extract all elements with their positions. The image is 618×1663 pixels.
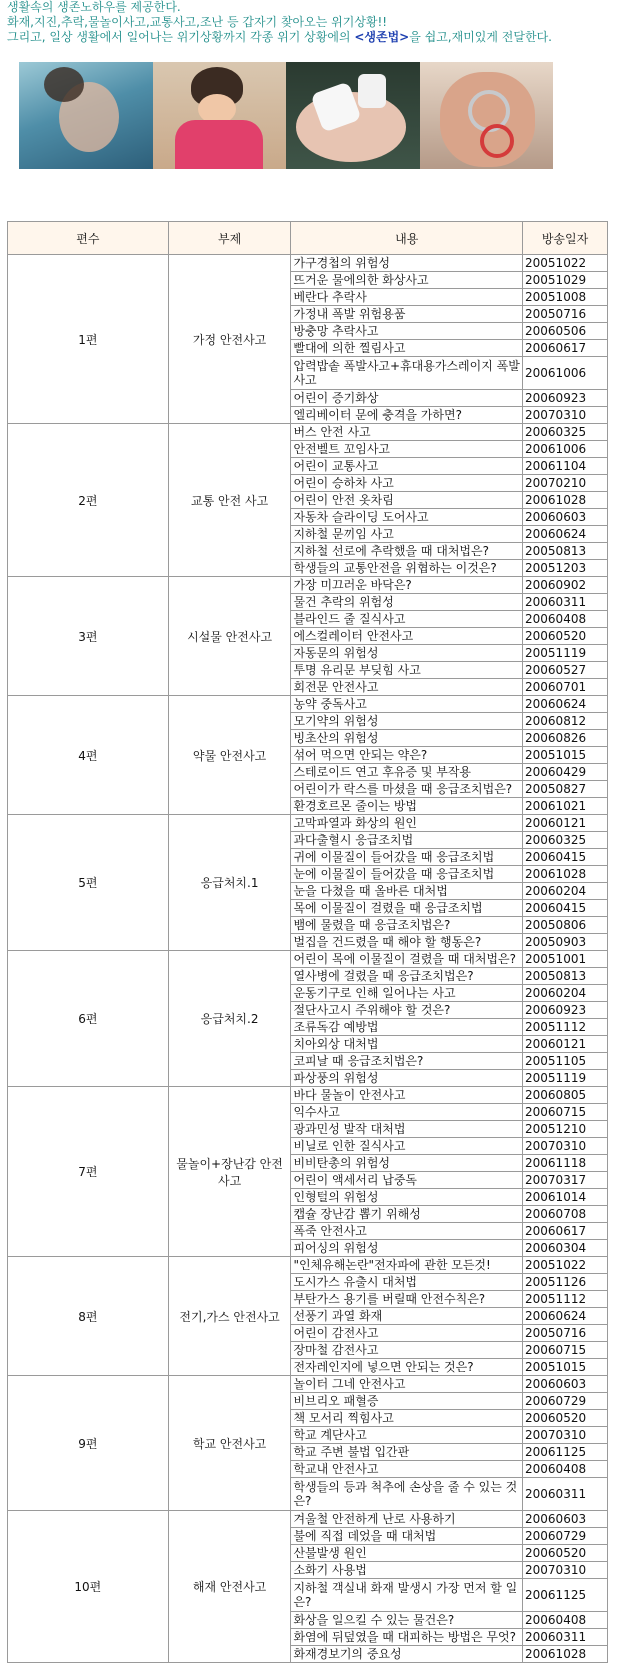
content-title: 환경호르몬 줄이는 방법 — [291, 798, 523, 815]
content-title: 화상을 일으킬 수 있는 물건은? — [291, 1612, 523, 1629]
air-date: 20060826 — [523, 730, 608, 747]
air-date: 20060715 — [523, 1104, 608, 1121]
content-title: 학교 계단사고 — [291, 1427, 523, 1444]
air-date: 20060923 — [523, 390, 608, 407]
air-date: 20060520 — [523, 1410, 608, 1427]
content-title: 비비탄총의 위험성 — [291, 1155, 523, 1172]
content-title: 귀에 이물질이 들어갔을 때 응급조치법 — [291, 849, 523, 866]
episode-subtitle: 응급처치.2 — [168, 951, 291, 1087]
content-title: 놀이터 그네 안전사고 — [291, 1376, 523, 1393]
content-title: 고막파열과 화상의 원인 — [291, 815, 523, 832]
content-title: 운동기구로 인해 일어나는 사고 — [291, 985, 523, 1002]
air-date: 20060304 — [523, 1240, 608, 1257]
air-date: 20051029 — [523, 272, 608, 289]
episode-subtitle: 교통 안전 사고 — [168, 424, 291, 577]
air-date: 20060311 — [523, 594, 608, 611]
air-date: 20060708 — [523, 1206, 608, 1223]
episode-subtitle: 응급처치.1 — [168, 815, 291, 951]
air-date: 20060415 — [523, 900, 608, 917]
air-date: 20060617 — [523, 340, 608, 357]
content-title: 학교 주변 불법 입간판 — [291, 1444, 523, 1461]
content-title: 광과민성 발작 대처법 — [291, 1121, 523, 1138]
content-title: 버스 안전 사고 — [291, 424, 523, 441]
content-title: 섞어 먹으면 안되는 약은? — [291, 747, 523, 764]
air-date: 20060812 — [523, 713, 608, 730]
air-date: 20070210 — [523, 475, 608, 492]
air-date: 20061014 — [523, 1189, 608, 1206]
air-date: 20061006 — [523, 441, 608, 458]
air-date: 20050813 — [523, 543, 608, 560]
air-date: 20060121 — [523, 1036, 608, 1053]
episode-number: 4편 — [8, 696, 169, 815]
content-title: 모기약의 위험성 — [291, 713, 523, 730]
air-date: 20061028 — [523, 1646, 608, 1663]
child-photo — [153, 62, 287, 169]
content-title: 어린이 승하차 사고 — [291, 475, 523, 492]
air-date: 20051015 — [523, 1359, 608, 1376]
air-date: 20060805 — [523, 1087, 608, 1104]
air-date: 20060408 — [523, 1461, 608, 1478]
content-title: 장마철 감전사고 — [291, 1342, 523, 1359]
content-title: 뱀에 물렸을 때 응급조치법은? — [291, 917, 523, 934]
air-date: 20061028 — [523, 492, 608, 509]
table-row — [8, 815, 608, 832]
content-title: 엘리베이터 문에 충격을 가하면? — [291, 407, 523, 424]
air-date: 20070317 — [523, 1172, 608, 1189]
content-title: 어린이가 락스를 마셨을 때 응급조치법은? — [291, 781, 523, 798]
content-title: 눈을 다쳤을 때 올바른 대처법 — [291, 883, 523, 900]
underwater-photo — [19, 62, 153, 169]
content-title: 불에 직접 데었을 때 대처법 — [291, 1528, 523, 1545]
air-date: 20060603 — [523, 1376, 608, 1393]
content-title: 투명 유리문 부딪힘 사고 — [291, 662, 523, 679]
table-row — [8, 696, 608, 713]
air-date: 20060325 — [523, 424, 608, 441]
banner-photos — [19, 62, 553, 169]
air-date: 20050827 — [523, 781, 608, 798]
content-title: 산불발생 원인 — [291, 1545, 523, 1562]
air-date: 20051119 — [523, 645, 608, 662]
content-title: 조류독감 예방법 — [291, 1019, 523, 1036]
content-title: 학생들의 교통안전을 위협하는 이것은? — [291, 560, 523, 577]
content-title: 도시가스 유출시 대처법 — [291, 1274, 523, 1291]
content-title: 어린이 증기화상 — [291, 390, 523, 407]
episode-number: 8편 — [8, 1257, 169, 1376]
content-title: 가장 미끄러운 바닥은? — [291, 577, 523, 594]
air-date: 20060603 — [523, 1511, 608, 1528]
content-title: 비닐로 인한 질식사고 — [291, 1138, 523, 1155]
air-date: 20051105 — [523, 1053, 608, 1070]
content-title: 압력밥솥 폭발사고+휴대용가스레이지 폭발사고 — [291, 357, 523, 390]
content-title: 과다출혈시 응급조치법 — [291, 832, 523, 849]
content-title: 자동문의 위험성 — [291, 645, 523, 662]
air-date: 20050806 — [523, 917, 608, 934]
content-title: 스테로이드 연고 후유증 및 부작용 — [291, 764, 523, 781]
intro-text — [7, 0, 618, 45]
content-title: 어린이 목에 이물질이 걸렸을 때 대처법은? — [291, 951, 523, 968]
content-title: 어린이 감전사고 — [291, 1325, 523, 1342]
content-title: 벌집을 건드렸을 때 해야 할 행동은? — [291, 934, 523, 951]
air-date: 20061021 — [523, 798, 608, 815]
intro-line-3-post: 을 쉽고,재미있게 전달한다. — [409, 30, 552, 44]
content-title: 지하철 객실내 화재 발생시 가장 먼저 할 일은? — [291, 1579, 523, 1612]
air-date: 20060715 — [523, 1342, 608, 1359]
air-date: 20060701 — [523, 679, 608, 696]
air-date: 20061028 — [523, 866, 608, 883]
header-air-date: 방송일자 — [523, 222, 608, 255]
air-date: 20060520 — [523, 1545, 608, 1562]
content-title: 절단사고시 주위해야 할 것은? — [291, 1002, 523, 1019]
air-date: 20060415 — [523, 849, 608, 866]
table-row — [8, 577, 608, 594]
content-title: 폭죽 안전사고 — [291, 1223, 523, 1240]
air-date: 20051001 — [523, 951, 608, 968]
air-date: 20070310 — [523, 1138, 608, 1155]
air-date: 20060624 — [523, 1308, 608, 1325]
content-title: 바다 물놀이 안전사고 — [291, 1087, 523, 1104]
episode-number: 2편 — [8, 424, 169, 577]
episode-subtitle: 해재 안전사고 — [168, 1511, 291, 1663]
air-date: 20070310 — [523, 1562, 608, 1579]
content-title: 부탄가스 용기를 버릴때 안전수칙은? — [291, 1291, 523, 1308]
header-content: 내용 — [291, 222, 523, 255]
table-row — [8, 951, 608, 968]
table-row — [8, 1257, 608, 1274]
episode-subtitle: 물놀이+장난감 안전사고 — [168, 1087, 291, 1257]
content-title: 농약 중독사고 — [291, 696, 523, 713]
content-title: 비브리오 패혈증 — [291, 1393, 523, 1410]
content-title: 학교내 안전사고 — [291, 1461, 523, 1478]
air-date: 20061118 — [523, 1155, 608, 1172]
episode-number: 1편 — [8, 255, 169, 424]
content-title: 빙초산의 위험성 — [291, 730, 523, 747]
air-date: 20060520 — [523, 628, 608, 645]
content-title: 화염에 뒤덮였을 때 대피하는 방법은 무엇? — [291, 1629, 523, 1646]
content-title: 안전벨트 꼬임사고 — [291, 441, 523, 458]
episode-number: 9편 — [8, 1376, 169, 1511]
hand-accessory-photo — [420, 62, 554, 169]
air-date: 20060902 — [523, 577, 608, 594]
air-date: 20051126 — [523, 1274, 608, 1291]
content-title: 소화기 사용법 — [291, 1562, 523, 1579]
content-title: 전자레인지에 넣으면 안되는 것은? — [291, 1359, 523, 1376]
air-date: 20060204 — [523, 985, 608, 1002]
air-date: 20070310 — [523, 1427, 608, 1444]
table-row — [8, 1376, 608, 1393]
content-title: 물건 추락의 위험성 — [291, 594, 523, 611]
air-date: 20060325 — [523, 832, 608, 849]
content-title: 어린이 액세서리 납중독 — [291, 1172, 523, 1189]
episode-subtitle: 약물 안전사고 — [168, 696, 291, 815]
content-title: 어린이 교통사고 — [291, 458, 523, 475]
air-date: 20050813 — [523, 968, 608, 985]
content-title: 치아외상 대처법 — [291, 1036, 523, 1053]
content-title: 블라인드 줄 질식사고 — [291, 611, 523, 628]
episode-number: 5편 — [8, 815, 169, 951]
content-title: 학생들의 등과 척추에 손상을 줄 수 있는 것은? — [291, 1478, 523, 1511]
episode-subtitle: 가정 안전사고 — [168, 255, 291, 424]
content-title: 코피날 때 응급조치법은? — [291, 1053, 523, 1070]
air-date: 20061006 — [523, 357, 608, 390]
content-title: 화재경보기의 중요성 — [291, 1646, 523, 1663]
episode-number: 7편 — [8, 1087, 169, 1257]
content-title: 익수사고 — [291, 1104, 523, 1121]
air-date: 20060506 — [523, 323, 608, 340]
air-date: 20051112 — [523, 1291, 608, 1308]
content-title: 가구경첩의 위험성 — [291, 255, 523, 272]
intro-highlight: <생존법> — [354, 30, 410, 44]
air-date: 20050716 — [523, 1325, 608, 1342]
content-title: 눈에 이물질이 들어갔을 때 응급조치법 — [291, 866, 523, 883]
air-date: 20051022 — [523, 255, 608, 272]
content-title: 캡슐 장난감 뽑기 위해성 — [291, 1206, 523, 1223]
content-title: 피어싱의 위험성 — [291, 1240, 523, 1257]
header-subtitle: 부제 — [168, 222, 291, 255]
table-row — [8, 1511, 608, 1528]
content-title: 가정내 폭발 위험용품 — [291, 306, 523, 323]
air-date: 20051008 — [523, 289, 608, 306]
air-date: 20060617 — [523, 1223, 608, 1240]
air-date: 20060408 — [523, 1612, 608, 1629]
content-title: 지하철 선로에 추락했을 때 대처법은? — [291, 543, 523, 560]
table-row — [8, 424, 608, 441]
intro-line-2: 화재,지진,추락,물놀이사고,교통사고,조난 등 갑자기 찾아오는 위기상황!! — [7, 15, 388, 29]
table-header-row — [8, 222, 608, 255]
content-title: 빨대에 의한 찔림사고 — [291, 340, 523, 357]
air-date: 20051119 — [523, 1070, 608, 1087]
episode-number: 3편 — [8, 577, 169, 696]
content-title: 인형털의 위험성 — [291, 1189, 523, 1206]
air-date: 20070310 — [523, 407, 608, 424]
episode-number: 6편 — [8, 951, 169, 1087]
content-title: 겨울철 안전하게 난로 사용하기 — [291, 1511, 523, 1528]
face-cup-photo — [286, 62, 420, 169]
air-date: 20051015 — [523, 747, 608, 764]
content-title: 지하철 문끼임 사고 — [291, 526, 523, 543]
episode-subtitle: 시설물 안전사고 — [168, 577, 291, 696]
air-date: 20060311 — [523, 1478, 608, 1511]
intro-line-3-pre: 그리고, 일상 생활에서 일어나는 위기상황까지 각종 위기 상황에의 — [7, 30, 355, 44]
content-title: 책 모서리 찍힘사고 — [291, 1410, 523, 1427]
table-row — [8, 1087, 608, 1104]
air-date: 20060923 — [523, 1002, 608, 1019]
content-title: 에스컬레이터 안전사고 — [291, 628, 523, 645]
content-title: 목에 이물질이 걸렸을 때 응급조치법 — [291, 900, 523, 917]
air-date: 20061104 — [523, 458, 608, 475]
episode-number: 10편 — [8, 1511, 169, 1663]
content-title: 베란다 추락사 — [291, 289, 523, 306]
air-date: 20060603 — [523, 509, 608, 526]
intro-line-1: 생활속의 생존노하우를 제공한다. — [7, 0, 181, 14]
air-date: 20060408 — [523, 611, 608, 628]
air-date: 20051210 — [523, 1121, 608, 1138]
table-row — [8, 255, 608, 272]
air-date: 20061125 — [523, 1444, 608, 1461]
air-date: 20060527 — [523, 662, 608, 679]
air-date: 20050903 — [523, 934, 608, 951]
content-title: 열사병에 걸렸을 때 응급조치법은? — [291, 968, 523, 985]
air-date: 20051112 — [523, 1019, 608, 1036]
content-title: 뜨거운 물에의한 화상사고 — [291, 272, 523, 289]
content-title: "인체유해논란"전자파에 관한 모든것! — [291, 1257, 523, 1274]
air-date: 20051203 — [523, 560, 608, 577]
air-date: 20060624 — [523, 696, 608, 713]
header-episode: 편수 — [8, 222, 169, 255]
content-title: 방충망 추락사고 — [291, 323, 523, 340]
air-date: 20051022 — [523, 1257, 608, 1274]
air-date: 20060429 — [523, 764, 608, 781]
air-date: 20060204 — [523, 883, 608, 900]
content-title: 선풍기 과열 화재 — [291, 1308, 523, 1325]
episode-subtitle: 학교 안전사고 — [168, 1376, 291, 1511]
air-date: 20050716 — [523, 306, 608, 323]
air-date: 20060624 — [523, 526, 608, 543]
content-title: 파상풍의 위험성 — [291, 1070, 523, 1087]
content-title: 회전문 안전사고 — [291, 679, 523, 696]
air-date: 20060729 — [523, 1528, 608, 1545]
episode-subtitle: 전기,가스 안전사고 — [168, 1257, 291, 1376]
content-title: 어린이 안전 옷차림 — [291, 492, 523, 509]
air-date: 20060729 — [523, 1393, 608, 1410]
episode-table — [7, 221, 608, 1663]
air-date: 20060121 — [523, 815, 608, 832]
content-title: 자동차 슬라이딩 도어사고 — [291, 509, 523, 526]
air-date: 20060311 — [523, 1629, 608, 1646]
air-date: 20061125 — [523, 1579, 608, 1612]
intro-line-3 — [7, 30, 618, 45]
